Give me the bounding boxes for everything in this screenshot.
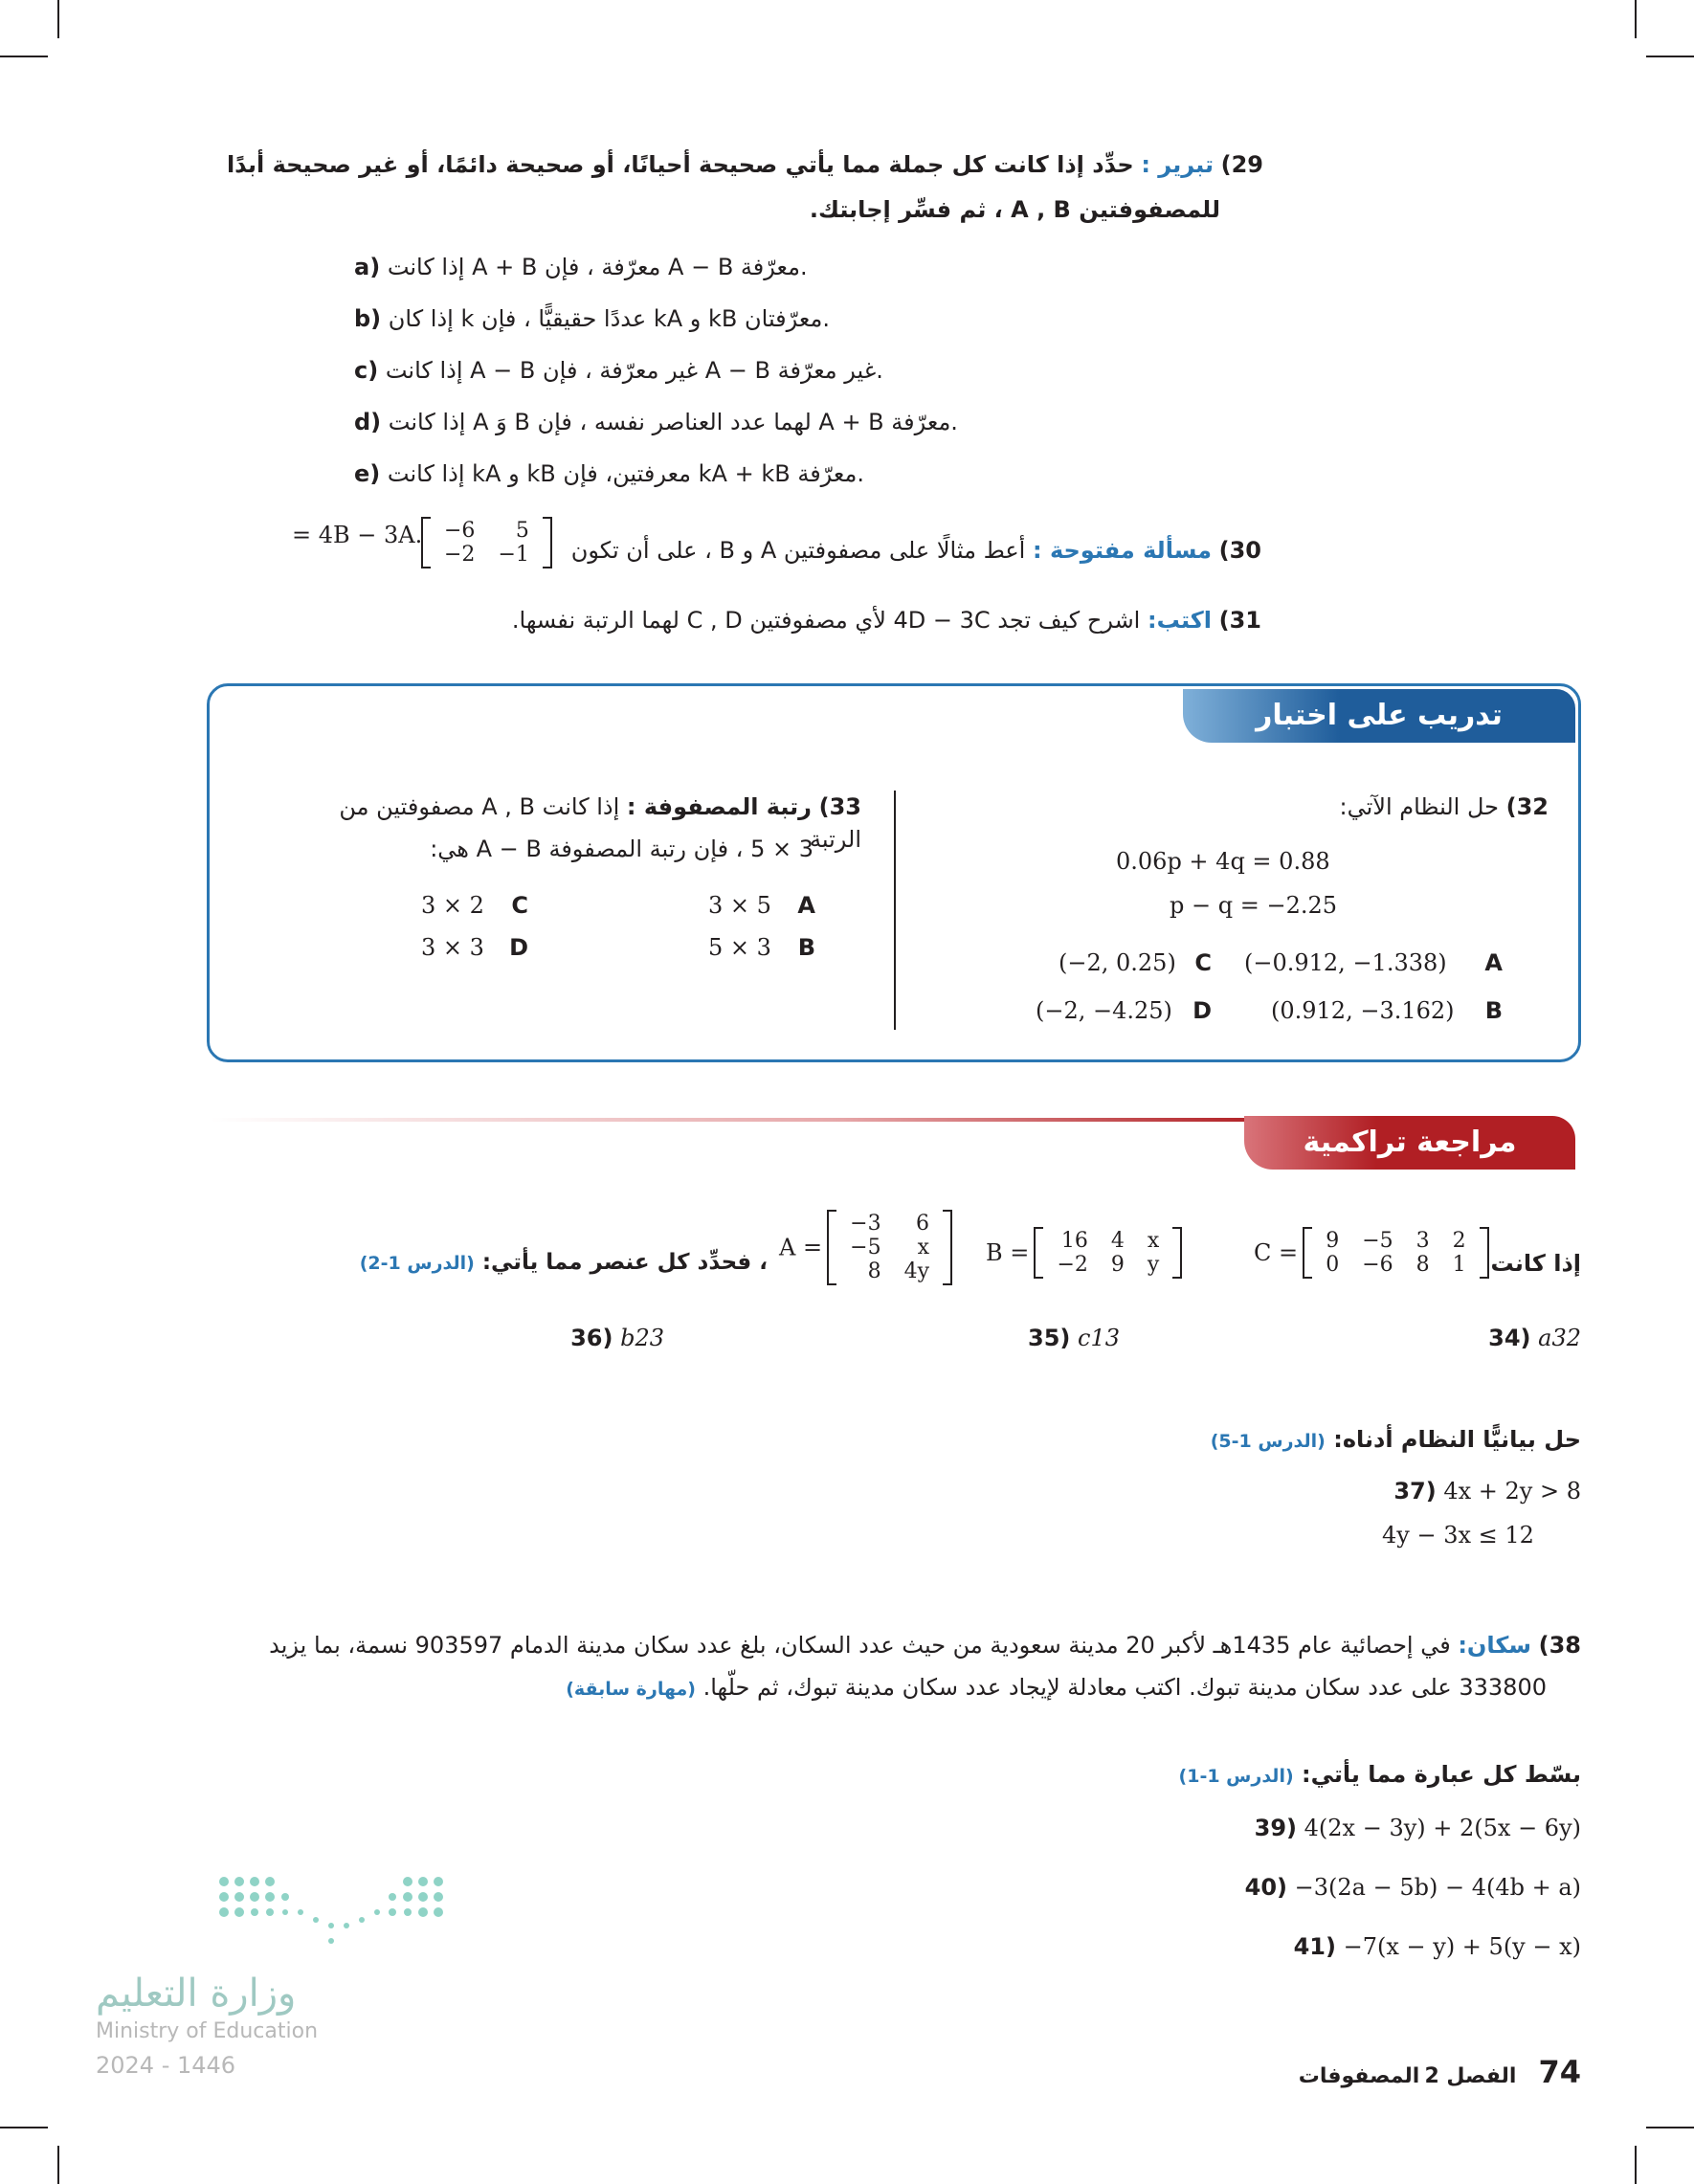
- graph-prompt: [1211, 1426, 1581, 1453]
- matrix-cell: −2: [444, 543, 476, 567]
- q37: [1393, 1478, 1581, 1504]
- item-text: إذا كان k عددًا حقيقيًّا ، فإن kA و kB معرّفتان.: [388, 305, 830, 332]
- column-divider: [894, 791, 896, 1030]
- matrix-cell: 4: [1110, 1229, 1125, 1253]
- chapter-title: المصفوفات: [1298, 2064, 1420, 2088]
- matrix-cell: y: [1147, 1253, 1160, 1277]
- option-value: (−0.912, −1.338): [1244, 949, 1447, 976]
- chapter-label: الفصل 2: [1424, 2064, 1517, 2088]
- lesson-reference: (الدرس 1-2): [359, 1253, 475, 1274]
- matrix-c: [1254, 1227, 1489, 1279]
- q32-option-b[interactable]: [1271, 997, 1503, 1024]
- crop-mark: [0, 2127, 48, 2128]
- q38: [165, 1629, 1581, 1661]
- matrix-cell: 4y: [903, 1259, 930, 1283]
- q31: [209, 604, 1261, 636]
- option-letter: A: [797, 892, 815, 919]
- expression: c13: [1078, 1325, 1120, 1351]
- question-label: اكتب:: [1148, 607, 1212, 634]
- matrix-cell: 2: [1452, 1229, 1466, 1253]
- option-letter: C: [511, 892, 528, 919]
- matrix-cell: −2: [1057, 1253, 1088, 1277]
- question-number: 32): [1505, 793, 1549, 820]
- expression: a32: [1538, 1325, 1581, 1351]
- question-number: 41): [1293, 1933, 1336, 1960]
- q32-option-d[interactable]: [1036, 997, 1212, 1024]
- question-number: 37): [1393, 1478, 1437, 1504]
- expression: 4(2x − 3y) + 2(5x − 6y): [1304, 1815, 1581, 1841]
- matrix-cell: −6: [1362, 1253, 1393, 1277]
- item-text: إذا كانت A وَ B لهما عدد العناصر نفسه ، فإن A + B معرّفة.: [388, 409, 958, 435]
- item-letter: c): [354, 357, 379, 384]
- q33-option-d[interactable]: [421, 934, 528, 961]
- matrix-cell: 9: [1110, 1253, 1125, 1277]
- q32-option-c[interactable]: [1059, 949, 1212, 976]
- q35: [1028, 1325, 1120, 1351]
- matrix-cell: x: [1147, 1229, 1160, 1253]
- matrix-cell: 0: [1326, 1253, 1340, 1277]
- question-text: 333800 على عدد سكان مدينة تبوك. اكتب معادلة لإيجاد عدد سكان مدينة تبوك، ثم حلّها.: [702, 1674, 1547, 1701]
- item-letter: a): [354, 254, 381, 280]
- crop-mark: [57, 0, 59, 38]
- banner-rule: [211, 1118, 1263, 1122]
- crop-mark: [1646, 56, 1694, 57]
- q33-option-c[interactable]: [421, 892, 528, 919]
- q30-matrix: [421, 517, 552, 568]
- question-label: مسألة مفتوحة :: [1032, 537, 1212, 564]
- q33-option-b[interactable]: [708, 934, 815, 961]
- item-text: إذا كانت kA و kB معرفتين، فإن kA + kB معرّفة.: [387, 460, 864, 487]
- question-label: رتبة المصفوفة :: [626, 793, 812, 820]
- ministry-year: 2024 - 1446: [96, 2052, 236, 2079]
- crop-mark: [1635, 0, 1637, 38]
- question-number: 30): [1218, 537, 1261, 564]
- matrix-cell: 6: [916, 1212, 930, 1236]
- question-number: 39): [1254, 1815, 1297, 1841]
- matrix-cell: 8: [1415, 1253, 1430, 1277]
- q39: [1255, 1815, 1581, 1841]
- matrix-cell: −5: [1362, 1229, 1393, 1253]
- q29-item-d: [354, 406, 1215, 438]
- item-letter: e): [354, 460, 381, 487]
- matrix-cell: 16: [1060, 1229, 1088, 1253]
- option-value: (−2, 0.25): [1059, 949, 1176, 976]
- item-text: إذا كانت A + B معرّفة ، فإن A − B معرّفة.: [387, 254, 808, 280]
- item-text: إذا كانت A − B غير معرّفة ، فإن A − B غير معرّفة.: [385, 357, 883, 384]
- matrix-cell: −3: [850, 1212, 881, 1236]
- question-number: 31): [1218, 607, 1261, 634]
- option-letter: C: [1194, 949, 1212, 976]
- matrix-a: [779, 1210, 952, 1285]
- matrix-cell: 9: [1326, 1229, 1340, 1253]
- crop-mark: [0, 56, 48, 57]
- option-value: (−2, −4.25): [1036, 997, 1172, 1024]
- item-letter: d): [354, 409, 382, 435]
- matrices-intro-tail: [360, 1250, 768, 1275]
- page-number: 74: [1538, 2054, 1581, 2090]
- q38-line2: [168, 1671, 1547, 1705]
- crop-mark: [1646, 2127, 1694, 2128]
- matrix-cell: 8: [867, 1259, 881, 1283]
- question-number: 38): [1538, 1632, 1581, 1659]
- equation-text: = 4B − 3A.: [292, 522, 423, 548]
- ministry-logo-dots: [214, 1872, 454, 1949]
- q40: [1245, 1874, 1581, 1901]
- intro-text: ، فحدِّد كل عنصر مما يأتي:: [481, 1250, 768, 1275]
- matrix-cell: x: [917, 1236, 930, 1259]
- inequality: 4x + 2y > 8: [1443, 1478, 1581, 1504]
- matrix-cell: −1: [498, 543, 529, 567]
- crop-mark: [57, 2146, 59, 2184]
- q29-item-b: [354, 302, 1215, 335]
- equation-1: 0.06p + 4q = 0.88: [1116, 848, 1330, 875]
- option-value: 3 × 3: [421, 934, 484, 961]
- crop-mark: [1635, 2146, 1637, 2184]
- item-letter: b): [354, 305, 382, 332]
- q33-text-line2: 3 × 5 ، فإن رتبة المصفوفة A − B هي:: [430, 836, 814, 862]
- question-text: في إحصائية عام 1435هـ لأكبر 20 مدينة سعودية من حيث عدد السكان، بلغ عدد سكان مدينة الدمام 903597 نسمة، بما يزيد: [269, 1632, 1451, 1659]
- expression: −3(2a − 5b) − 4(4b + a): [1294, 1874, 1581, 1901]
- question-label: سكان:: [1458, 1632, 1531, 1659]
- prompt-text: حل بيانيًّا النظام أدناه:: [1333, 1426, 1581, 1453]
- matrix-b: [986, 1227, 1182, 1279]
- question-number: 40): [1244, 1874, 1287, 1901]
- q33-option-a[interactable]: [708, 892, 815, 919]
- matrix-cell: 1: [1452, 1253, 1466, 1277]
- q32-option-a[interactable]: [1244, 949, 1503, 976]
- question-text: إذا كانت A , B مصفوفتين من الرتبة: [339, 793, 861, 853]
- matrix-label: C =: [1254, 1239, 1299, 1266]
- option-letter: B: [1484, 997, 1503, 1024]
- option-value: (0.912, −3.162): [1271, 997, 1455, 1024]
- matrix-cell: −6: [444, 519, 476, 543]
- option-value: 5 × 3: [708, 934, 771, 961]
- inequality-2: 4y − 3x ≤ 12: [1382, 1522, 1534, 1549]
- question-text: أعط مثالًا على مصفوفتين A و B ، على أن تكون: [570, 537, 1026, 564]
- equation-2: p − q = −2.25: [1170, 892, 1338, 919]
- expression: b23: [620, 1325, 664, 1351]
- q29-item-e: [354, 457, 1215, 490]
- question-text: اشرح كيف تجد 4D − 3C لأي مصفوفتين C , D لهما الرتبة نفسها.: [511, 607, 1141, 634]
- question-number: 34): [1488, 1325, 1531, 1351]
- q29-prompt-line2: للمصفوفتين A , B ، ثم فسِّر إجابتك.: [809, 196, 1220, 223]
- option-value: 3 × 5: [708, 892, 771, 919]
- option-letter: D: [509, 934, 528, 961]
- test-practice-banner: تدريب على اختبار: [1183, 689, 1575, 743]
- q29: [211, 148, 1263, 181]
- option-letter: D: [1192, 997, 1212, 1024]
- question-number: 29): [1220, 151, 1263, 178]
- option-value: 3 × 2: [421, 892, 484, 919]
- prompt-text: بسّط كل عبارة مما يأتي:: [1302, 1761, 1581, 1788]
- matrix-label: A =: [779, 1234, 823, 1261]
- option-letter: A: [1484, 949, 1503, 976]
- matrix-cell: 5: [515, 519, 529, 543]
- q36: [570, 1325, 664, 1351]
- expression: −7(x − y) + 5(y − x): [1343, 1933, 1581, 1960]
- q41: [1294, 1933, 1581, 1960]
- question-number: 36): [570, 1325, 613, 1351]
- simplify-prompt: [1179, 1761, 1581, 1788]
- matrix-label: B =: [986, 1239, 1030, 1266]
- question-label: تبرير :: [1141, 151, 1214, 178]
- page-footer: [1299, 2054, 1581, 2090]
- q29-item-a: [354, 251, 1215, 283]
- question-number: 35): [1028, 1325, 1071, 1351]
- lesson-reference: (الدرس 1-5): [1210, 1431, 1326, 1452]
- lesson-reference: (الدرس 1-1): [1178, 1766, 1294, 1787]
- question-prompt: حدِّد إذا كانت كل جملة مما يأتي صحيحة أحيانًا، أو صحيحة دائمًا، أو غير صحيحة أبدًا: [226, 151, 1134, 178]
- skill-reference: (مهارة سابقة): [566, 1679, 696, 1700]
- q32: [974, 791, 1549, 823]
- matrix-cell: −5: [850, 1236, 881, 1259]
- q29-item-c: [354, 354, 1215, 387]
- q34: [1488, 1325, 1581, 1351]
- if-label: إذا كانت: [1490, 1250, 1581, 1277]
- ministry-name-english: Ministry of Education: [96, 2019, 319, 2043]
- cumulative-review-banner: مراجعة تراكمية: [1244, 1116, 1575, 1170]
- q30-matrix-expression: [292, 522, 422, 548]
- matrix-cell: 3: [1415, 1229, 1430, 1253]
- question-text: حل النظام الآتي:: [1339, 793, 1499, 820]
- option-letter: B: [797, 934, 815, 961]
- ministry-name-arabic: وزارة التعليم: [96, 1972, 297, 2016]
- question-number: 33): [818, 793, 861, 820]
